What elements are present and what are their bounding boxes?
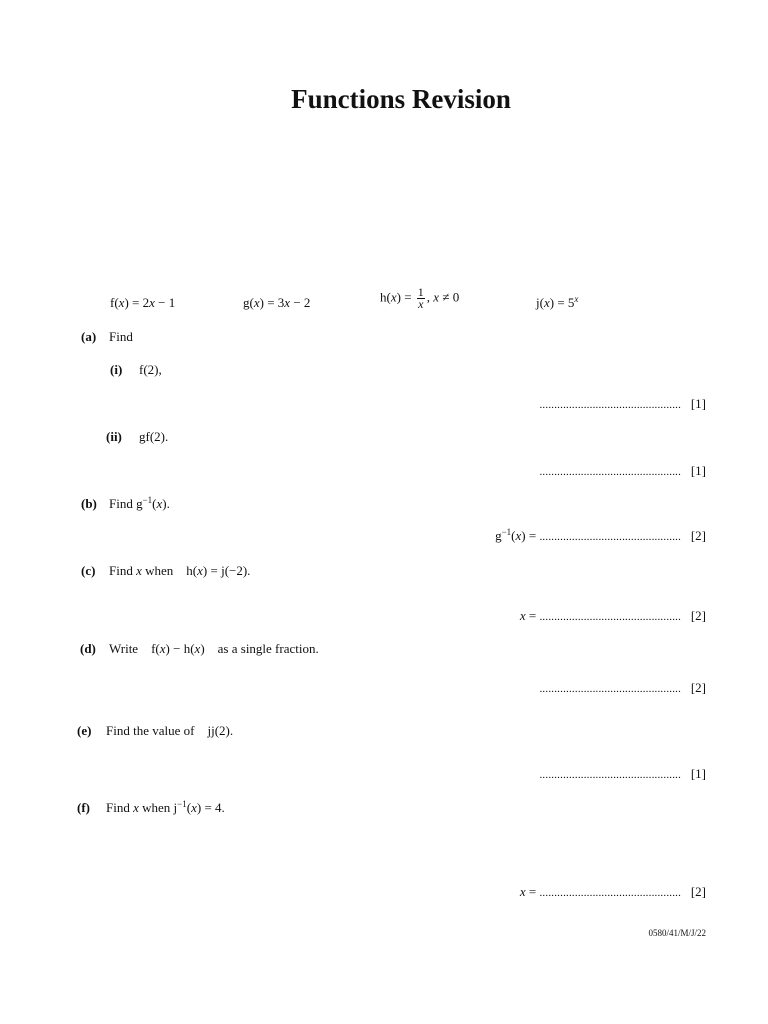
part-d-text: Write f(x) − h(x) as a single fraction. — [109, 641, 319, 656]
page-title: Functions Revision — [291, 84, 511, 114]
answer-a-i[interactable]: ................................................ [1] — [539, 396, 706, 411]
def-h: h(x) = $\frac{1}{x}$ , x ≠ 0 — [380, 285, 460, 311]
part-f-text: Find x when $j^{-1}(x) = 4$. — [106, 799, 225, 815]
part-b-label: (b) — [81, 496, 97, 511]
part-a-i-text: f(2), — [139, 362, 162, 377]
part-e-label: (e) — [77, 723, 92, 738]
def-g: g(x) = 3x − 2 — [243, 295, 311, 310]
def-j: $j(x) = 5^x$ — [536, 294, 579, 310]
part-c-label: (c) — [81, 563, 96, 578]
part-f-label: (f) — [77, 800, 90, 815]
part-a-ii-text: gf(2). — [139, 429, 169, 444]
part-e-text: Find the value of jj(2). — [106, 723, 234, 738]
part-a-label: (a) — [81, 329, 97, 344]
answer-e[interactable]: ................................................ [1] — [539, 766, 706, 781]
part-c-text: Find x when h(x) = j(−2). — [109, 563, 251, 578]
paper-code-footer: 0580/41/M/J/22 — [648, 928, 706, 938]
answer-a-ii[interactable]: ................................................ [1] — [539, 463, 706, 478]
part-d-label: (d) — [80, 641, 96, 656]
fraction-one-over-x: $\frac{1}{x}$ — [417, 285, 424, 311]
part-b-text: Find $g^{-1}(x)$. — [109, 495, 170, 511]
part-a-ii-label: (ii) — [106, 429, 122, 444]
part-a-i-label: (i) — [110, 362, 123, 377]
answer-c[interactable]: x = ................................................ [2] — [519, 608, 706, 623]
def-f: f(x) = 2x − 1 — [110, 295, 176, 310]
answer-f[interactable]: x = ................................................ [2] — [519, 884, 706, 899]
answer-d[interactable]: ................................................ [2] — [539, 680, 706, 695]
answer-b[interactable]: $g^{-1}(x)$ = ................................................ [2] — [495, 527, 706, 543]
part-a-text: Find — [109, 329, 133, 344]
